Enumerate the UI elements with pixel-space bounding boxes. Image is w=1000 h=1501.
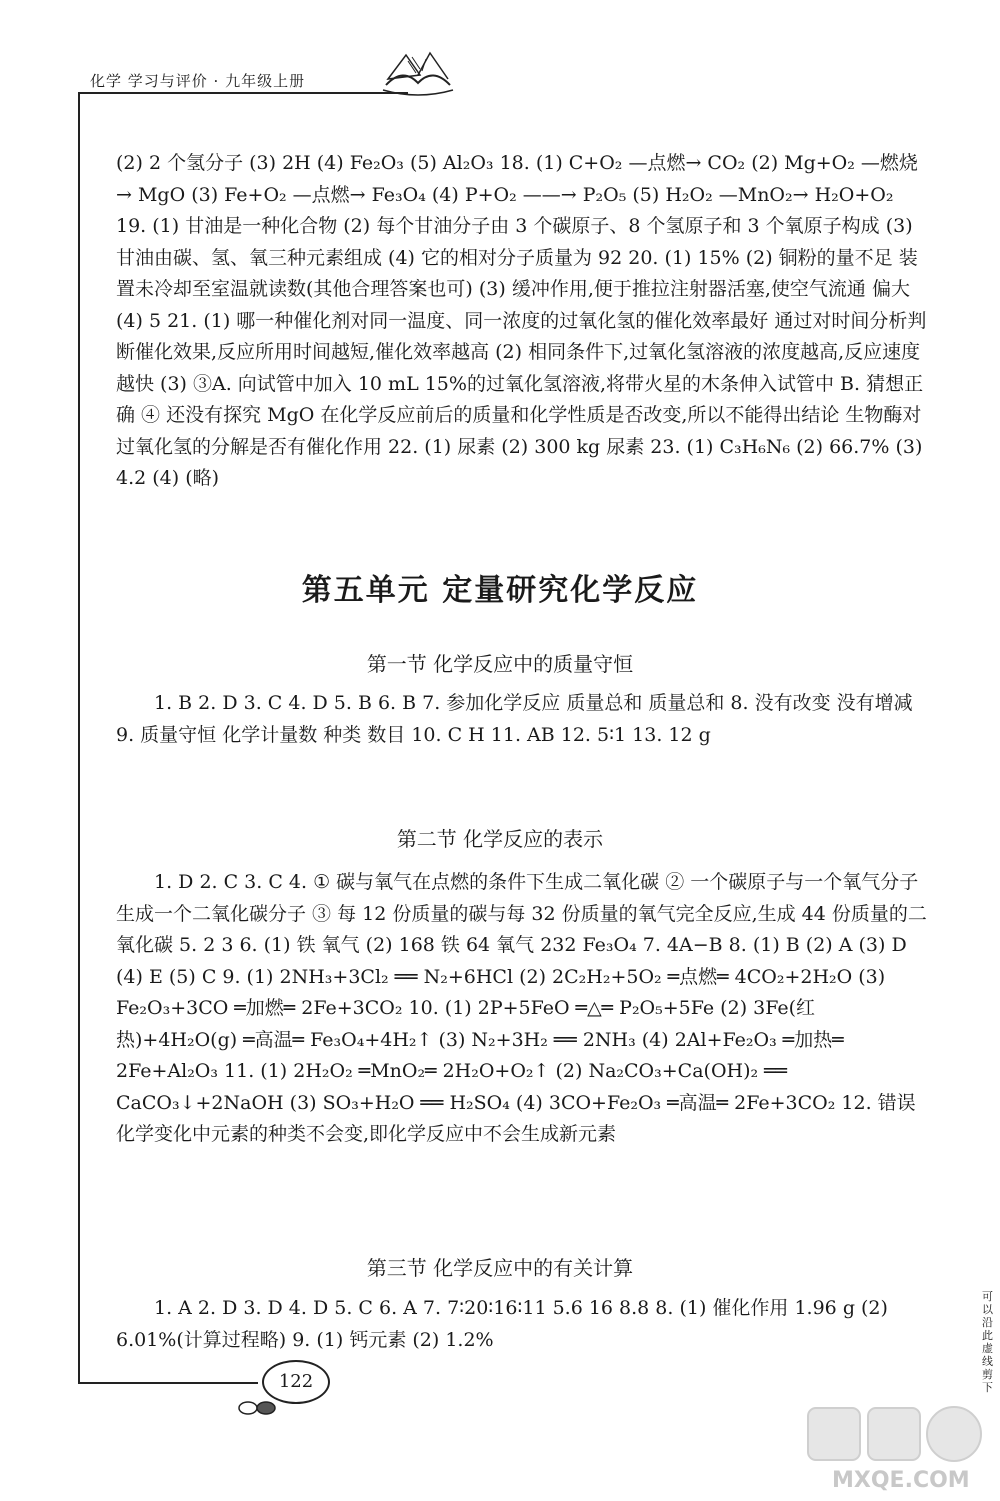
section-3-answers: 1. A 2. D 3. D 4. D 5. C 6. A 7. 7∶20∶16∶11 5.6 16 8.8 8. (1) 催化作用 1.96 g (2) 6.01%(计算过程略) 9. (1) 钙元素 (2) 1.2%: [116, 1297, 888, 1351]
footer-rule: [78, 1382, 258, 1384]
left-border-rule: [78, 92, 80, 1382]
running-header: 化学 学习与评价 · 九年级上册: [90, 72, 306, 90]
page-number: 122: [262, 1360, 330, 1404]
decorative-dots-icon: [236, 1398, 286, 1418]
section-2-answers: 1. D 2. C 3. C 4. ① 碳与氧气在点燃的条件下生成二氧化碳 ② 一个碳原子与一个氧气分子生成一个二氧化碳分子 ③ 每 12 份质量的碳与每 32 份质量的氧气完全反应,生成 44 份质量的二氧化碳 5. 2 3 6. (1) 铁 氧气 (2) 168 铁 64 氧气 232 Fe₃O₄ 7. 4A−B 8. (1) B (2) A (3) D (4) E (5) C 9. (1) 2NH₃+3Cl₂ ══ N₂+6HCl (2) 2C₂H₂+5O₂ ═点燃═ 4CO₂+2H₂O (3) Fe₂O₃+3CO ═加燃═ 2Fe+3CO₂ 10. (1) 2P+5FeO ═△═ P₂O₅+5Fe (2) 3Fe(红热)+4H₂O(g) ═高温═ Fe₃O₄+4H₂↑ (3) N₂+3H₂ ══ 2NH₃ (4) 2Al+Fe₂O₃ ═加热═ 2Fe+Al₂O₃ 11. (1) 2H₂O₂ ═MnO₂═ 2H₂O+O₂↑ (2) Na₂CO₃+Ca(OH)₂ ══ CaCO₃↓+2NaOH (3) SO₃+H₂O ══ H₂SO₄ (4) 3CO+Fe₂O₃ ═高温═ 2Fe+3CO₂ 12. 错误 化学变化中元素的种类不会变,即化学反应中不会生成新元素: [116, 871, 927, 1145]
book-icon: [378, 45, 458, 100]
watermark-text: MXQE.COM: [832, 1468, 970, 1493]
section-title-1: 第一节 化学反应中的质量守恒: [366, 652, 634, 676]
section-1-answers: 1. B 2. D 3. C 4. D 5. B 6. B 7. 参加化学反应 质量总和 质量总和 8. 没有改变 没有增减 9. 质量守恒 化学计量数 种类 数目 10. C H 11. AB 12. 5∶1 13. 12 g: [116, 692, 913, 746]
section-title-2: 第二节 化学反应的表示: [396, 827, 604, 851]
answers-unit4-tail: (2) 2 个氢分子 (3) 2H (4) Fe₂O₃ (5) Al₂O₃ 18. (1) C+O₂ —点燃→ CO₂ (2) Mg+O₂ —燃烧→ MgO (3) Fe+O₂ —点燃→ Fe₃O₄ (4) P+O₂ ——→ P₂O₅ (5) H₂O₂ —MnO₂→ H₂O+O₂ 19. (1) 甘油是一种化合物 (2) 每个甘油分子由 3 个碳原子、8 个氢原子和 3 个氧原子构成 (3) 甘油由碳、氢、氧三种元素组成 (4) 它的相对分子质量为 92 20. (1) 15% (2) 铜粉的量不足 装置未冷却至室温就读数(其他合理答案也可) (3) 缓冲作用,便于推拉注射器活塞,使空气流通 偏大 (4) 5 21. (1) 哪一种催化剂对同一温度、同一浓度的过氧化氢的催化效率最好 通过对时间分析判断催化效果,反应所用时间越短,催化效率越高 (2) 相同条件下,过氧化氢溶液的浓度越高,反应速度越快 (3) ③A. 向试管中加入 10 mL 15%的过氧化氢溶液,将带火星的木条伸入试管中 B. 猜想正确 ④ 还没有探究 MgO 在化学反应前后的质量和化学性质是否改变,所以不能得出结论 生物酶对过氧化氢的分解是否有催化作用 22. (1) 尿素 (2) 300 kg 尿素 23. (1) C₃H₆N₆ (2) 66.7% (3) 4.2 (4) (略): [116, 152, 927, 489]
watermark-logo-icon: [806, 1404, 986, 1466]
section-title-3: 第三节 化学反应中的有关计算: [366, 1256, 634, 1280]
unit-title: 第五单元 定量研究化学反应: [301, 573, 699, 608]
cut-line-note: 可以沿此虚线剪下: [982, 1290, 993, 1394]
header-rule: [78, 92, 408, 94]
